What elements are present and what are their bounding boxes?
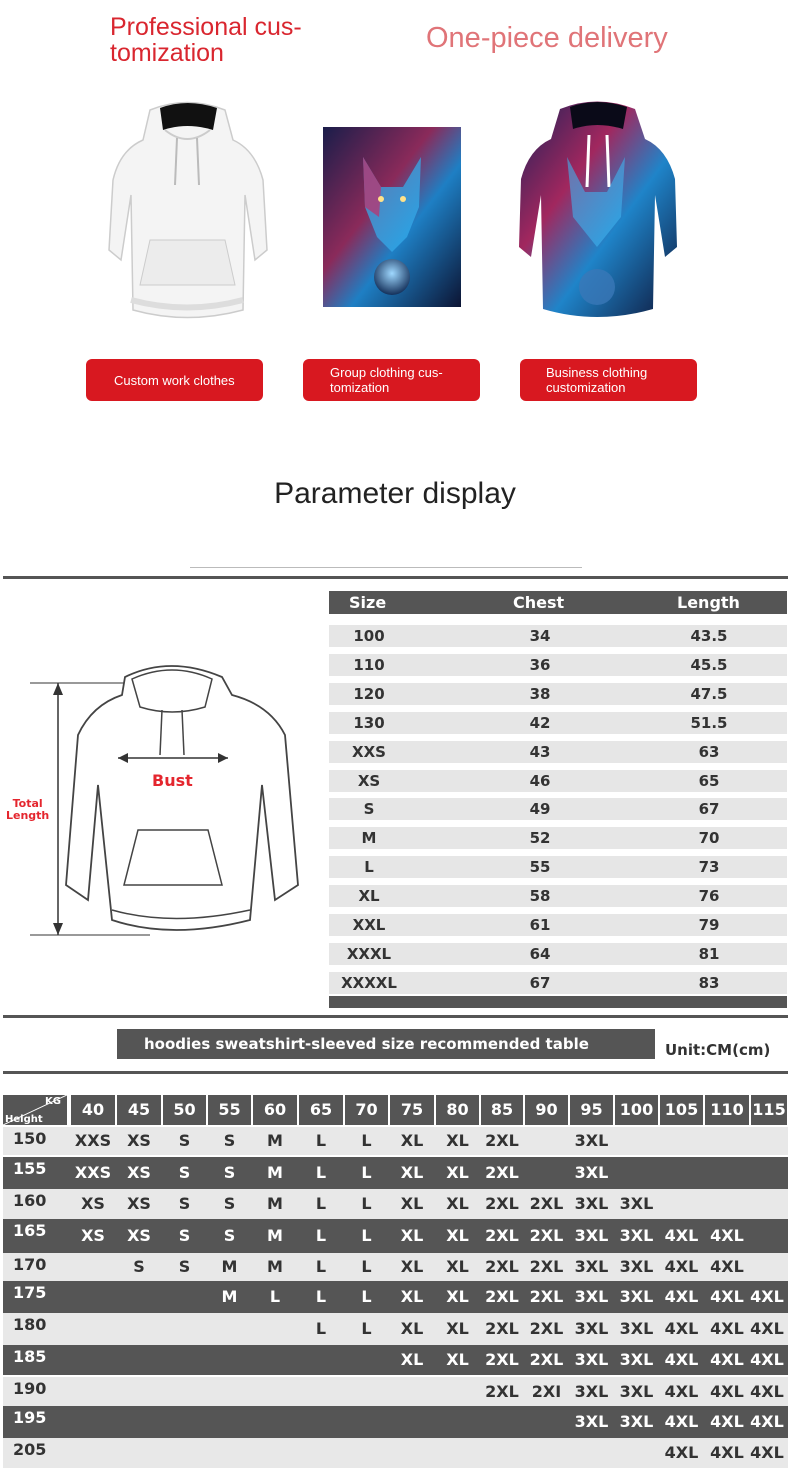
recommend-caption-bar bbox=[117, 1029, 655, 1059]
size-row bbox=[329, 827, 787, 849]
size-recommend-cell: 4XL bbox=[664, 1287, 699, 1306]
size-recommend-cell: L bbox=[315, 1287, 327, 1306]
kg-header-cell: 65 bbox=[299, 1095, 343, 1125]
chest-cell: 43 bbox=[529, 742, 551, 761]
wolf-print-image bbox=[323, 127, 461, 307]
size-recommend-cell: 4XL bbox=[664, 1381, 699, 1401]
size-recommend-cell: L bbox=[361, 1194, 372, 1213]
kg-header-cell: 95 bbox=[570, 1095, 613, 1125]
length-cell: 47.5 bbox=[690, 684, 728, 703]
size-recommend-cell: XL bbox=[400, 1350, 424, 1369]
kg-header-cell: 45 bbox=[117, 1095, 161, 1125]
kg-header-cell: 75 bbox=[390, 1095, 434, 1125]
size-recommend-cell: 3XL bbox=[619, 1287, 654, 1306]
size-recommend-cell: M bbox=[267, 1131, 283, 1150]
size-row bbox=[329, 770, 787, 792]
chest-cell: 36 bbox=[529, 655, 551, 674]
size-recommend-cell: XL bbox=[400, 1287, 424, 1306]
size-recommend-cell: 3XL bbox=[574, 1226, 609, 1245]
size-recommend-cell: 4XL bbox=[710, 1350, 744, 1369]
length-header: Length bbox=[677, 593, 740, 612]
business-clothing-label: Business clothing customization bbox=[546, 365, 648, 395]
length-cell: 45.5 bbox=[690, 655, 728, 674]
chest-header: Chest bbox=[513, 593, 565, 612]
size-chart-footer bbox=[329, 996, 787, 1008]
size-recommend-cell: XL bbox=[400, 1163, 424, 1182]
size-recommend-cell: 3XL bbox=[619, 1381, 654, 1401]
size-recommend-cell: XS bbox=[127, 1194, 151, 1213]
size-recommend-cell: S bbox=[178, 1226, 191, 1245]
kg-header-cell: 40 bbox=[71, 1095, 115, 1125]
size-cell: XXXL bbox=[346, 944, 392, 963]
size-recommend-cell: XS bbox=[81, 1226, 105, 1245]
size-recommend-cell: 2XL bbox=[529, 1319, 564, 1338]
size-cell: 120 bbox=[353, 684, 385, 703]
size-recommend-cell: L bbox=[315, 1163, 327, 1182]
size-recommend-cell: XS bbox=[81, 1194, 105, 1213]
kg-header-cell: 60 bbox=[253, 1095, 297, 1125]
size-cell: XL bbox=[358, 887, 380, 906]
size-recommend-cell: L bbox=[361, 1257, 372, 1276]
length-cell: 65 bbox=[698, 771, 720, 790]
size-recommend-cell: 4XL bbox=[710, 1226, 744, 1245]
size-row bbox=[329, 625, 787, 647]
recommend-row bbox=[3, 1345, 788, 1375]
kg-header-cell: 70 bbox=[345, 1095, 388, 1125]
unit-label: Unit:CM(cm) bbox=[665, 1041, 771, 1059]
size-recommend-cell: 2XL bbox=[529, 1287, 564, 1306]
length-cell: 51.5 bbox=[690, 713, 728, 732]
size-recommend-cell: XL bbox=[400, 1319, 424, 1338]
size-recommend-cell: S bbox=[178, 1163, 191, 1182]
size-recommend-cell: 3XL bbox=[619, 1412, 654, 1431]
recommend-row bbox=[3, 1219, 788, 1253]
size-recommend-cell: 4XL bbox=[750, 1381, 784, 1401]
size-recommend-cell: 3XL bbox=[574, 1163, 609, 1182]
banner-right-title: One-piece delivery bbox=[426, 22, 668, 54]
custom-work-clothes-label: Custom work clothes bbox=[114, 372, 235, 388]
size-recommend-cell: 4XL bbox=[664, 1350, 699, 1369]
chest-cell: 34 bbox=[529, 627, 551, 645]
group-clothing-label: Group clothing cus- tomization bbox=[330, 365, 443, 395]
size-recommend-cell: 2XL bbox=[485, 1287, 519, 1306]
size-recommend-cell: 4XL bbox=[710, 1287, 744, 1306]
recommend-row bbox=[3, 1281, 788, 1313]
length-cell: 67 bbox=[698, 800, 720, 819]
total-length-label: Total Length bbox=[6, 797, 50, 822]
size-recommend-cell: L bbox=[361, 1131, 372, 1150]
size-recommend-cell: L bbox=[315, 1226, 327, 1245]
chest-cell: 67 bbox=[529, 973, 551, 992]
size-header: Size bbox=[349, 593, 387, 612]
size-recommend-cell: L bbox=[361, 1163, 372, 1182]
height-cell: 195 bbox=[13, 1408, 47, 1427]
size-recommend-cell: 3XL bbox=[574, 1131, 609, 1150]
size-recommend-cell: 2XI bbox=[531, 1381, 562, 1401]
chest-cell: 52 bbox=[529, 829, 551, 848]
height-cell: 175 bbox=[13, 1283, 47, 1302]
length-cell: 63 bbox=[698, 742, 720, 761]
size-recommend-cell: 2XL bbox=[485, 1381, 519, 1401]
section-title: Parameter display bbox=[274, 477, 516, 510]
height-cell: 180 bbox=[13, 1315, 47, 1334]
length-cell: 43.5 bbox=[690, 627, 728, 645]
size-row bbox=[329, 856, 787, 878]
size-recommend-cell: XL bbox=[446, 1163, 469, 1182]
size-recommend-cell: 4XL bbox=[710, 1257, 744, 1276]
size-row bbox=[329, 885, 787, 907]
size-recommend-cell: XXS bbox=[74, 1163, 112, 1182]
size-recommend-cell: 2XL bbox=[485, 1319, 519, 1338]
corner-kg: KG bbox=[45, 1096, 61, 1107]
size-recommend-cell: M bbox=[221, 1257, 238, 1276]
size-recommend-cell: XXS bbox=[74, 1131, 112, 1150]
size-recommend-cell: 4XL bbox=[710, 1443, 744, 1462]
height-cell: 205 bbox=[13, 1440, 47, 1459]
size-recommend-cell: S bbox=[223, 1163, 236, 1182]
size-cell: 110 bbox=[353, 655, 385, 674]
chest-cell: 46 bbox=[529, 771, 551, 790]
size-row bbox=[329, 712, 787, 734]
bottom-rule bbox=[3, 1071, 788, 1074]
size-row bbox=[329, 798, 787, 820]
size-recommend-cell: 4XL bbox=[750, 1350, 784, 1369]
size-cell: XXS bbox=[352, 742, 386, 761]
kg-header-cell: 100 bbox=[615, 1095, 658, 1125]
size-recommend-cell: 4XL bbox=[710, 1412, 744, 1431]
business-clothing-button[interactable] bbox=[520, 359, 697, 401]
recommend-row bbox=[3, 1189, 788, 1219]
height-cell: 155 bbox=[13, 1159, 47, 1178]
custom-work-clothes-button[interactable] bbox=[86, 359, 263, 401]
chest-cell: 55 bbox=[529, 858, 551, 877]
size-recommend-cell: 3XL bbox=[574, 1257, 609, 1276]
size-row bbox=[329, 972, 787, 994]
height-cell: 190 bbox=[13, 1379, 47, 1398]
size-recommend-cell: 3XL bbox=[574, 1287, 609, 1306]
size-recommend-cell: L bbox=[315, 1194, 327, 1213]
size-recommend-cell: L bbox=[269, 1287, 281, 1306]
banner-left-title: Professional cus- tomization bbox=[110, 13, 302, 67]
size-recommend-cell: S bbox=[223, 1131, 236, 1150]
kg-header-cell: 55 bbox=[208, 1095, 251, 1125]
size-row bbox=[329, 741, 787, 763]
height-cell: 185 bbox=[13, 1347, 47, 1366]
size-recommend-cell: 2XL bbox=[529, 1350, 564, 1369]
size-recommend-cell: M bbox=[267, 1163, 283, 1182]
size-recommend-cell: L bbox=[361, 1287, 372, 1306]
chest-cell: 61 bbox=[529, 916, 551, 934]
size-recommend-cell: 4XL bbox=[710, 1319, 744, 1338]
size-recommend-cell: XS bbox=[127, 1226, 151, 1245]
size-recommend-cell: 2XL bbox=[485, 1257, 519, 1276]
size-recommend-cell: 2XL bbox=[485, 1226, 519, 1245]
size-recommend-cell: 3XL bbox=[574, 1319, 609, 1338]
size-cell: XS bbox=[357, 771, 381, 790]
wolf-hoodie-image bbox=[515, 97, 680, 327]
size-recommend-cell: S bbox=[178, 1194, 191, 1213]
size-row bbox=[329, 943, 787, 965]
size-recommend-cell: 3XL bbox=[619, 1257, 654, 1276]
white-hoodie-image bbox=[105, 100, 270, 325]
size-recommend-cell: L bbox=[361, 1319, 372, 1338]
size-cell: S bbox=[363, 800, 375, 819]
length-cell: 83 bbox=[698, 973, 720, 992]
size-recommend-cell: 4XL bbox=[750, 1412, 784, 1431]
kg-header-cell: 90 bbox=[525, 1095, 568, 1125]
size-recommend-cell: 4XL bbox=[664, 1412, 699, 1431]
recommend-row bbox=[3, 1438, 788, 1468]
recommend-caption: hoodies sweatshirt-sleeved size recommended table bbox=[144, 1035, 589, 1053]
size-recommend-cell: 3XL bbox=[574, 1350, 609, 1369]
size-row bbox=[329, 914, 787, 936]
size-recommend-cell: 4XL bbox=[664, 1443, 699, 1462]
size-cell: M bbox=[361, 829, 377, 848]
group-clothing-button[interactable] bbox=[303, 359, 480, 401]
size-recommend-cell: S bbox=[133, 1257, 145, 1276]
size-recommend-cell: 4XL bbox=[664, 1257, 699, 1276]
recommend-row bbox=[3, 1127, 788, 1155]
size-recommend-cell: 3XL bbox=[574, 1194, 609, 1213]
size-recommend-cell: 4XL bbox=[664, 1319, 699, 1338]
size-recommend-cell: XL bbox=[446, 1319, 469, 1338]
size-recommend-cell: XL bbox=[446, 1257, 469, 1276]
size-row bbox=[329, 683, 787, 705]
size-recommend-cell: M bbox=[267, 1226, 283, 1245]
chest-cell: 42 bbox=[529, 713, 551, 732]
title-divider bbox=[190, 567, 582, 568]
size-recommend-cell: S bbox=[223, 1226, 236, 1245]
top-rule bbox=[3, 576, 788, 579]
size-recommend-cell: S bbox=[178, 1131, 191, 1150]
size-recommend-cell: M bbox=[221, 1287, 238, 1306]
size-recommend-cell: XS bbox=[127, 1163, 151, 1182]
size-recommend-cell: 3XL bbox=[619, 1194, 654, 1213]
size-recommend-cell: 3XL bbox=[574, 1412, 609, 1431]
size-recommend-cell: XL bbox=[400, 1194, 424, 1213]
size-recommend-cell: 2XL bbox=[529, 1226, 564, 1245]
size-recommend-cell: XL bbox=[400, 1257, 424, 1276]
chest-cell: 49 bbox=[529, 800, 551, 819]
size-recommend-cell: L bbox=[315, 1257, 327, 1276]
length-cell: 70 bbox=[698, 829, 720, 848]
size-recommend-cell: XL bbox=[446, 1350, 469, 1369]
size-recommend-cell: 4XL bbox=[750, 1319, 784, 1338]
size-recommend-cell: XL bbox=[400, 1226, 424, 1245]
kg-header-cell: 50 bbox=[163, 1095, 206, 1125]
size-recommend-cell: 2XL bbox=[529, 1257, 564, 1276]
chest-cell: 58 bbox=[529, 887, 551, 906]
size-chart-header bbox=[329, 591, 787, 614]
length-cell: 79 bbox=[698, 916, 720, 934]
size-recommend-cell: S bbox=[223, 1194, 236, 1213]
chest-cell: 64 bbox=[529, 944, 551, 963]
table-corner bbox=[3, 1095, 67, 1125]
recommend-row bbox=[3, 1157, 788, 1189]
size-cell: 100 bbox=[353, 627, 385, 645]
size-recommend-cell: XS bbox=[127, 1131, 151, 1150]
kg-header-cell: 110 bbox=[705, 1095, 749, 1125]
size-recommend-cell: XL bbox=[446, 1194, 469, 1213]
bust-label: Bust bbox=[152, 771, 193, 790]
recommend-row bbox=[3, 1406, 788, 1438]
size-recommend-cell: XL bbox=[400, 1131, 424, 1150]
size-recommend-cell: 3XL bbox=[619, 1319, 654, 1338]
size-recommend-cell: XL bbox=[446, 1226, 469, 1245]
size-recommend-cell: 3XL bbox=[619, 1350, 654, 1369]
size-recommend-cell: 2XL bbox=[485, 1350, 519, 1369]
kg-header-cell: 115 bbox=[751, 1095, 787, 1125]
height-cell: 170 bbox=[13, 1255, 47, 1274]
corner-height: Height bbox=[5, 1114, 43, 1125]
recommend-row bbox=[3, 1313, 788, 1345]
size-recommend-cell: 2XL bbox=[485, 1163, 519, 1182]
size-recommend-cell: 4XL bbox=[750, 1443, 784, 1462]
size-recommend-cell: 3XL bbox=[619, 1226, 654, 1245]
kg-header-cell: 80 bbox=[436, 1095, 479, 1125]
size-recommend-cell: S bbox=[178, 1257, 191, 1276]
size-recommend-cell: 2XL bbox=[485, 1194, 519, 1213]
size-recommend-cell: XL bbox=[446, 1131, 469, 1150]
mid-rule bbox=[3, 1015, 788, 1018]
size-recommend-cell: M bbox=[267, 1194, 283, 1213]
height-cell: 150 bbox=[13, 1129, 47, 1148]
size-recommend-cell: 2XL bbox=[529, 1194, 564, 1213]
size-row bbox=[329, 654, 787, 676]
size-recommend-cell: 2XL bbox=[485, 1131, 519, 1150]
size-recommend-cell: 4XL bbox=[664, 1226, 699, 1245]
size-recommend-cell: 4XL bbox=[710, 1381, 744, 1401]
size-cell: XXL bbox=[352, 916, 386, 934]
kg-header-cell: 85 bbox=[481, 1095, 523, 1125]
size-recommend-cell: 3XL bbox=[574, 1381, 609, 1401]
recommend-row bbox=[3, 1377, 788, 1406]
height-cell: 165 bbox=[13, 1221, 47, 1240]
size-recommend-cell: M bbox=[267, 1257, 283, 1276]
chest-cell: 38 bbox=[529, 684, 551, 703]
size-recommend-cell: XL bbox=[446, 1287, 469, 1306]
size-recommend-cell: L bbox=[361, 1226, 372, 1245]
height-cell: 160 bbox=[13, 1191, 47, 1210]
size-recommend-cell: L bbox=[315, 1131, 327, 1150]
length-cell: 73 bbox=[698, 858, 720, 877]
size-recommend-cell: L bbox=[315, 1319, 327, 1338]
kg-header-cell: 105 bbox=[660, 1095, 703, 1125]
size-cell: 130 bbox=[353, 713, 385, 732]
recommend-row bbox=[3, 1253, 788, 1281]
size-cell: XXXXL bbox=[341, 973, 397, 992]
size-cell: L bbox=[364, 858, 374, 877]
length-cell: 76 bbox=[698, 887, 720, 906]
size-recommend-cell: 4XL bbox=[750, 1287, 784, 1306]
length-cell: 81 bbox=[698, 944, 720, 963]
